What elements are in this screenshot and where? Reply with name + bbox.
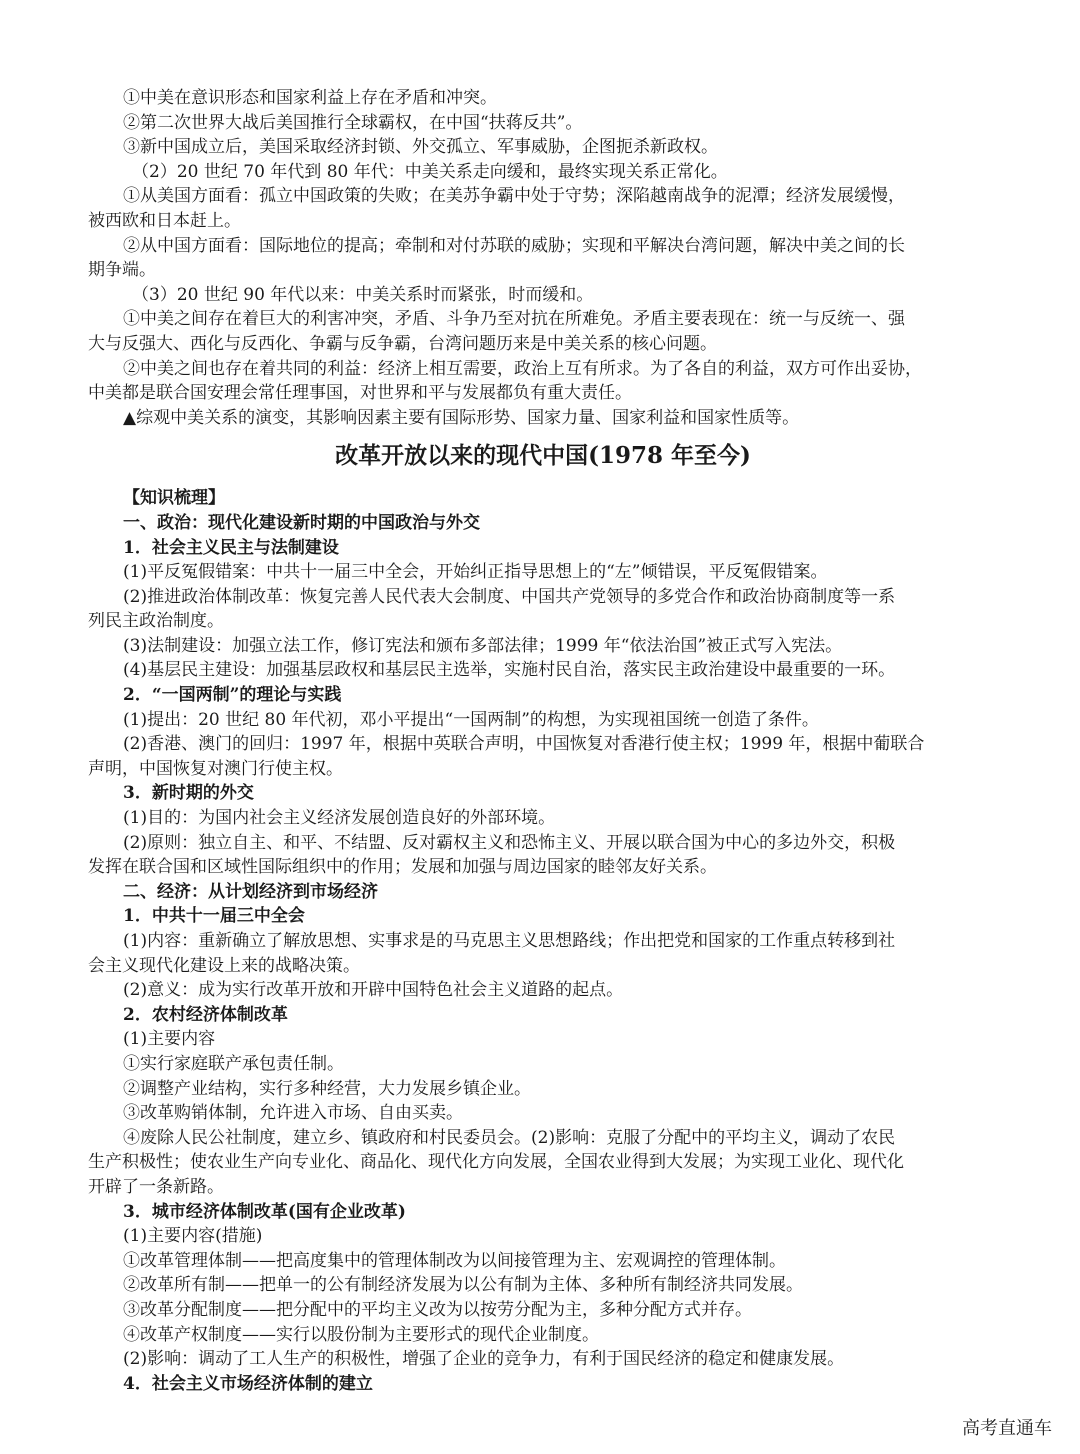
document-page xyxy=(88,86,998,1396)
section-title: 改革开放以来的现代中国(1978 年至今) xyxy=(335,442,751,470)
text-line: ②改革所有制——把单一的公有制经济发展为以公有制为主体、多种所有制经济共同发展。 xyxy=(123,1275,803,1296)
text-line: ②从中国方面看：国际地位的提高；牵制和对付苏联的威胁；实现和平解决台湾问题，解决中美之间的长 xyxy=(123,235,905,256)
text-line: (1)平反冤假错案：中共十一届三中全会，开始纠正指导思想上的“左”倾错误，平反冤假错案。 xyxy=(123,562,828,583)
text-line: (1)提出：20 世纪 80 年代初，邓小平提出“一国两制”的构想，为实现祖国统一创造了条件。 xyxy=(123,709,819,730)
subheading: 4．社会主义市场经济体制的建立 xyxy=(123,1373,373,1394)
text-line: 期争端。 xyxy=(88,260,156,281)
text-line: ③改革购销体制，允许进入市场、自由买卖。 xyxy=(123,1103,463,1124)
text-line: ③新中国成立后，美国采取经济封锁、外交孤立、军事威胁，企图扼杀新政权。 xyxy=(123,137,718,158)
text-line: (2)意义：成为实行改革开放和开辟中国特色社会主义道路的起点。 xyxy=(123,980,624,1001)
text-line: (1)目的：为国内社会主义经济发展创造良好的外部环境。 xyxy=(123,808,556,829)
text-line: ▲综观中美关系的演变，其影响因素主要有国际形势、国家力量、国家利益和国家性质等。 xyxy=(123,407,800,428)
text-line: (4)基层民主建设：加强基层政权和基层民主选举，实施村民自治，落实民主政治建设中最重要的一环。 xyxy=(123,660,896,681)
text-line: ③改革分配制度——把分配中的平均主义改为以按劳分配为主，多种分配方式并存。 xyxy=(123,1299,752,1320)
text-line: （3）20 世纪 90 年代以来：中美关系时而紧张，时而缓和。 xyxy=(132,284,594,305)
text-line: (1)主要内容(措施) xyxy=(123,1226,263,1247)
text-line: ①实行家庭联产承包责任制。 xyxy=(123,1053,344,1074)
text-line: ②调整产业结构，实行多种经营，大力发展乡镇企业。 xyxy=(123,1078,531,1099)
text-line: 中美都是联合国安理会常任理事国，对世界和平与发展都负有重大责任。 xyxy=(88,383,632,404)
text-line: ①从美国方面看：孤立中国政策的失败；在美苏争霸中处于守势；深陷越南战争的泥潭；经济发展缓慢， xyxy=(123,186,905,207)
text-line: ②第二次世界大战后美国推行全球霸权，在中国“扶蒋反共”。 xyxy=(123,112,583,133)
subheading: 3．新时期的外交 xyxy=(123,783,254,804)
text-line: (3)法制建设：加强立法工作，修订宪法和颁布多部法律；1999 年“依法治国”被正式写入宪法。 xyxy=(123,635,843,656)
text-line: ④废除人民公社制度，建立乡、镇政府和村民委员会。(2)影响：克服了分配中的平均主义，调动了农民 xyxy=(123,1127,896,1148)
text-line: 被西欧和日本赶上。 xyxy=(88,210,241,231)
text-line: (1)主要内容 xyxy=(123,1029,216,1050)
text-line: 生产积极性；使农业生产向专业化、商品化、现代化方向发展，全国农业得到大发展；为实现工业化、现代化 xyxy=(88,1152,904,1173)
text-line: 大与反强大、西化与反西化、争霸与反争霸，台湾问题历来是中美关系的核心问题。 xyxy=(88,333,717,354)
text-line: ①中美在意识形态和国家利益上存在矛盾和冲突。 xyxy=(123,88,497,108)
text-line: 发挥在联合国和区域性国际组织中的作用；发展和加强与周边国家的睦邻友好关系。 xyxy=(88,857,717,878)
heading: 二、经济：从计划经济到市场经济 xyxy=(123,881,378,902)
text-line: (2)推进政治体制改革：恢复完善人民代表大会制度、中国共产党领导的多党合作和政治协商制度等一系 xyxy=(123,586,896,607)
text-line: 会主义现代化建设上来的战略决策。 xyxy=(88,955,360,976)
heading: 【知识梳理】 xyxy=(123,488,225,509)
text-line: ②中美之间也存在着共同的利益：经济上相互需要，政治上互有所求。为了各自的利益，双方可作出妥协， xyxy=(123,358,922,379)
subheading: 2．“一国两制”的理论与实践 xyxy=(123,685,342,706)
subheading: 3．城市经济体制改革(国有企业改革) xyxy=(123,1201,406,1222)
text-line: ①改革管理体制——把高度集中的管理体制改为以间接管理为主、宏观调控的管理体制。 xyxy=(123,1250,786,1271)
text-line: 列民主政治制度。 xyxy=(88,611,224,632)
subheading: 1．社会主义民主与法制建设 xyxy=(123,537,339,558)
text-line: 开辟了一条新路。 xyxy=(88,1176,224,1197)
text-line: (2)原则：独立自主、和平、不结盟、反对霸权主义和恐怖主义、开展以联合国为中心的多边外交，积极 xyxy=(123,832,896,853)
text-line: ④改革产权制度——实行以股份制为主要形式的现代企业制度。 xyxy=(123,1324,599,1345)
subheading: 1．中共十一届三中全会 xyxy=(123,906,305,927)
text-line: ①中美之间存在着巨大的利害冲突，矛盾、斗争乃至对抗在所难免。矛盾主要表现在：统一与反统一、强 xyxy=(123,309,905,330)
text-line: (2)影响：调动了工人生产的积极性，增强了企业的竞争力，有利于国民经济的稳定和健康发展。 xyxy=(123,1349,845,1370)
watermark: 高考直通车 xyxy=(962,1418,1052,1439)
text-line: （2）20 世纪 70 年代到 80 年代：中美关系走向缓和，最终实现关系正常化。 xyxy=(132,161,728,182)
subheading: 2．农村经济体制改革 xyxy=(123,1004,288,1025)
heading: 一、政治：现代化建设新时期的中国政治与外交 xyxy=(123,512,480,533)
text-line: (2)香港、澳门的回归：1997 年，根据中英联合声明，中国恢复对香港行使主权；1999 年，根据中葡联合 xyxy=(123,734,925,755)
text-line: (1)内容：重新确立了解放思想、实事求是的马克思主义思想路线；作出把党和国家的工作重点转移到社 xyxy=(123,931,896,951)
text-line: 声明，中国恢复对澳门行使主权。 xyxy=(88,758,343,779)
